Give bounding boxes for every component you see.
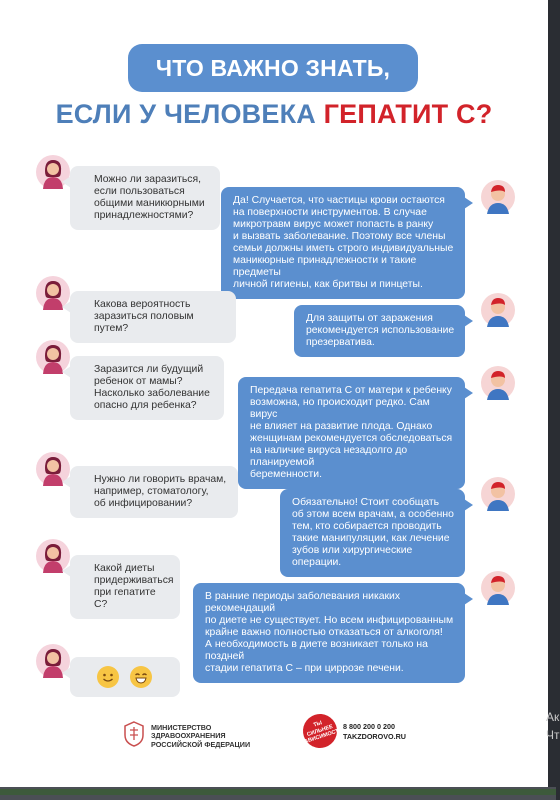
- answer-bubble: Передача гепатита С от матери к ребенку возможна, но происходит редко. Сам вирус не влияет на развитие плода. Однако женщинам рекомендуется обследоваться на наличие вируса незадолго до планируемой беременности.: [238, 377, 465, 489]
- question-bubble: Какой диеты придерживаться при гепатите С?: [70, 555, 180, 619]
- man-avatar-icon: [481, 293, 515, 327]
- answer-bubble: Для защиты от заражения рекомендуется использование презерватива.: [294, 305, 465, 357]
- title-line1: ЧТО ВАЖНО ЗНАТЬ,: [155, 54, 391, 81]
- title-pill: [128, 44, 418, 92]
- title-line2-prefix: ЕСЛИ У ЧЕЛОВЕКА: [55, 99, 324, 129]
- grin-emoji-icon: [130, 666, 152, 688]
- ministry-name: МИНИСТЕРСТВО ЗДРАВООХРАНЕНИЯ РОССИЙСКОЙ ФЕДЕРАЦИИ: [151, 722, 251, 749]
- question-bubble: Заразится ли будущий ребенок от мамы? Насколько заболевание опасно для ребенка?: [70, 356, 224, 420]
- answer-bubble: Обязательно! Стоит сообщать об этом всем врачам, а особенно тем, кто собирается проводить такие манипуляции, как лечение зубов или хирургические операции.: [280, 489, 465, 577]
- man-avatar-icon: [481, 477, 515, 511]
- takzdorovo-block: [300, 714, 406, 748]
- man-avatar-icon: [481, 366, 515, 400]
- answer-bubble: Да! Случается, что частицы крови остаются на поверхности инструментов. В случае микротравм вирус может попасть в ранку и вызвать заболевание. Поэтому все члены семьи должны иметь строго индивидуальные маникюрные принадлежности и такие предметы личной гигиены, как бритвы и пинцеты.: [221, 187, 465, 299]
- question-bubble: Какова вероятность заразиться половым путем?: [70, 291, 236, 343]
- ministry-logo: [123, 721, 250, 752]
- website-url: TAKZDOROVO.RU: [343, 731, 406, 741]
- takzdorovo-info: [343, 722, 406, 741]
- man-avatar-icon: [481, 571, 515, 605]
- takzdorovo-logo: ТЫ СИЛЬНЕЕ ЗАВИСИМОСТИ: [299, 710, 342, 753]
- question-bubble: Нужно ли говорить врачам, например, стоматологу, об инфицировании?: [70, 466, 238, 518]
- side-text: Ак Чт: [546, 710, 560, 742]
- title-line2-accent: ГЕПАТИТ С?: [323, 99, 493, 129]
- emoji-bubble: [70, 657, 180, 697]
- answer-bubble: В ранние периоды заболевания никаких рекомендаций по диете не существует. Но всем инфицированным крайне важно полностью отказаться от алкоголя! А необходимость в диете возникает только на поздней стадии гепатита С – при циррозе печени.: [193, 583, 465, 683]
- bottom-edge-stripe: [0, 789, 556, 795]
- emblem-icon: [123, 721, 145, 752]
- title-line2: [0, 99, 548, 130]
- hotline-phone: 8 800 200 0 200: [343, 721, 395, 731]
- question-bubble: Можно ли заразиться, если пользоваться общими маникюрными принадлежностями?: [70, 166, 220, 230]
- smile-emoji-icon: [97, 666, 119, 688]
- man-avatar-icon: [481, 180, 515, 214]
